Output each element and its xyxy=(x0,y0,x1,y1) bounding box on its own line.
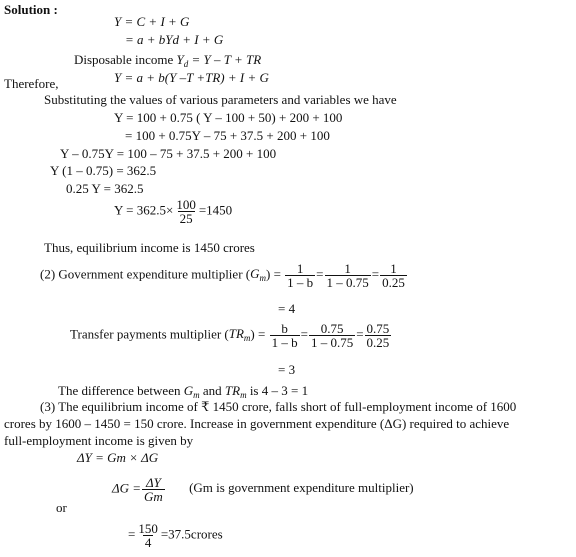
part3-line-2: crores by 1600 – 1450 = 150 crore. Increase in government expenditure (ΔG) required to achieve xyxy=(4,416,510,431)
calc-line-5: 0.25 Y = 362.5 xyxy=(66,181,144,196)
tr-fraction-3 xyxy=(365,322,392,349)
disposable-expr: = Y – T + TR xyxy=(188,52,262,67)
gm-fraction-3 xyxy=(380,262,407,289)
final-fraction xyxy=(136,522,160,549)
dg-num: ΔY xyxy=(146,475,161,490)
tr-fraction-2 xyxy=(309,322,355,349)
final-eq-sign: = xyxy=(128,526,136,542)
tr-result: = 3 xyxy=(278,362,296,377)
eq-y-substituted: Y = a + b(Y –T +TR) + I + G xyxy=(114,70,269,85)
gm-f3-den: 0.25 xyxy=(382,275,405,290)
dg-den: Gm xyxy=(144,489,163,504)
equilibrium-income-statement: Thus, equilibrium income is 1450 crores xyxy=(44,240,255,255)
gm-result: = 4 xyxy=(278,301,296,316)
part3-line-1: (3) The equilibrium income of ₹ 1450 crore, falls short of full-employment income of 1600 xyxy=(40,399,517,414)
dg-note: (Gm is government expenditure multiplier) xyxy=(189,480,414,496)
solution-heading: Solution : xyxy=(4,2,58,17)
calc6-lhs: Y = 362.5× xyxy=(114,202,174,218)
gm-lhs-end: ) = xyxy=(266,266,281,282)
part3-line-3: full-employment income is given by xyxy=(4,433,194,448)
gm-symbol: $G_m$ xyxy=(250,266,266,284)
gm-fraction-1 xyxy=(285,262,315,289)
gm-f2-den: 1 – 0.75 xyxy=(326,275,369,290)
or-label: or xyxy=(56,500,67,515)
diff-part-c: is 4 – 3 = 1 xyxy=(246,383,309,398)
tr-fraction-1 xyxy=(270,322,300,349)
final-num: 150 xyxy=(138,521,158,536)
dg-fraction xyxy=(142,476,165,503)
tr-f2-den: 1 – 0.75 xyxy=(310,335,354,350)
yd-symbol: $Y_d$ xyxy=(176,52,189,69)
tr-f1-num: b xyxy=(281,321,288,336)
diff-gm-symbol: $G_m$ xyxy=(183,383,200,400)
tr-f3-den: 0.25 xyxy=(366,335,390,350)
part2-label: (2) Government expenditure multiplier ( xyxy=(40,266,251,282)
diff-part-b: and xyxy=(199,383,225,398)
calc6-fraction xyxy=(174,198,198,225)
delta-g-equation xyxy=(112,476,414,503)
disposable-income-line xyxy=(74,52,261,67)
tr-label: Transfer payments multiplier ( xyxy=(70,326,229,342)
calc-line-3: Y – 0.75Y = 100 – 75 + 37.5 + 200 + 100 xyxy=(60,146,277,161)
gm-fraction-2 xyxy=(325,262,371,289)
eq-y-expanded: = a + bYd + I + G xyxy=(125,32,224,47)
tr-lhs-end: ) = xyxy=(250,326,266,342)
calc-line-6 xyxy=(114,198,232,225)
tr-f2-num: 0.75 xyxy=(320,321,344,336)
gov-multiplier-line: (2) Government expenditure multiplier $(G_m)$ = $\frac{1}{1 - b}$ = $\frac{1}{1 - 0.75}$ = $\frac{1}{0.25}$ xyxy=(40,261,405,290)
eq-y-components: Y = C + I + G xyxy=(114,14,190,29)
calc-line-2: = 100 + 0.75Y – 75 + 37.5 + 200 + 100 xyxy=(125,128,330,143)
gm-f1-den: 1 – b xyxy=(287,275,314,290)
dg-lhs: ΔG = xyxy=(112,480,142,496)
gm-f2-num: 1 xyxy=(344,261,351,276)
diff-trm-symbol: $TR_m$ xyxy=(224,383,247,400)
tr-f3-num: 0.75 xyxy=(366,321,390,336)
final-rhs: =37.5crores xyxy=(160,526,223,542)
substituting-text: Substituting the values of various parameters and variables we have xyxy=(44,92,397,107)
final-den: 4 xyxy=(144,535,152,550)
transfer-multiplier-line: Transfer payments multiplier $(TR_m)$ = $\frac{b}{1 - b}$ = $\frac{0.75}{1 - 0.75}$ = $\frac{0.75}{0.25}$ xyxy=(70,321,390,350)
calc6-rhs: =1450 xyxy=(198,202,233,218)
diff-part-a: The difference between xyxy=(58,383,184,398)
difference-line xyxy=(58,383,308,398)
calc-line-4: Y (1 – 0.75) = 362.5 xyxy=(50,163,157,178)
delta-y-equation: ΔY = Gm × ΔG xyxy=(77,450,159,465)
gm-f3-num: 1 xyxy=(390,261,397,276)
gm-f1-num: 1 xyxy=(296,261,304,276)
calc-line-1: Y = 100 + 0.75 ( Y – 100 + 50) + 200 + 100 xyxy=(114,110,343,125)
calc6-numerator: 100 xyxy=(176,197,196,212)
disposable-label: Disposable income xyxy=(74,52,177,67)
final-equation xyxy=(128,522,223,549)
therefore-label: Therefore, xyxy=(4,76,59,91)
calc6-denominator: 25 xyxy=(179,211,193,226)
tr-f1-den: 1 – b xyxy=(271,335,298,350)
trm-symbol: $TR_m$ xyxy=(228,326,251,344)
